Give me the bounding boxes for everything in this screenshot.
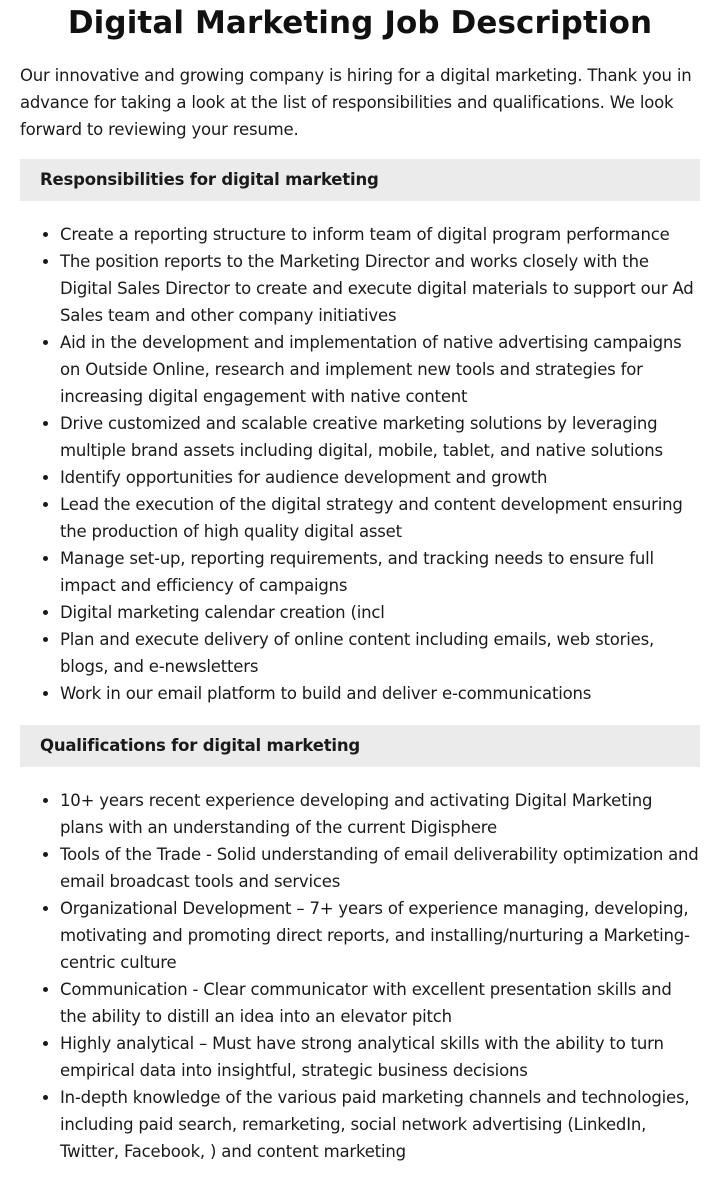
- responsibilities-heading: Responsibilities for digital marketing: [20, 159, 700, 201]
- list-item: • In-depth knowledge of the various paid marketing channels and technologies, including paid search, remarketing, social network advertising (LinkedIn, Twitter, Facebook, ) and content marketing: [60, 1084, 700, 1165]
- list-item: • Manage set-up, reporting requirements, and tracking needs to ensure full impact and efficiency of campaigns: [60, 545, 700, 599]
- list-item: • Aid in the development and implementation of native advertising campaigns on Outside Online, research and implement new tools and strategies for increasing digital engagement with native content: [60, 329, 700, 410]
- list-item: • Identify opportunities for audience development and growth: [60, 464, 700, 491]
- qualifications-heading: Qualifications for digital marketing: [20, 725, 700, 767]
- list-item: • Work in our email platform to build and deliver e-communications: [60, 680, 700, 707]
- page-title: Digital Marketing Job Description: [67, 5, 653, 41]
- responsibilities-list: [20, 221, 700, 707]
- list-item: • Communication - Clear communicator with excellent presentation skills and the ability to distill an idea into an elevator pitch: [60, 976, 700, 1030]
- list-item: • The position reports to the Marketing Director and works closely with the Digital Sales Director to create and execute digital materials to support our Ad Sales team and other company initiatives: [60, 248, 700, 329]
- list-item: • Tools of the Trade - Solid understanding of email deliverability optimization and email broadcast tools and services: [60, 841, 700, 895]
- list-item: • Organizational Development – 7+ years of experience managing, developing, motivating and promoting direct reports, and installing/nurturing a Marketing-centric culture: [60, 895, 700, 976]
- list-item: • Drive customized and scalable creative marketing solutions by leveraging multiple brand assets including digital, mobile, tablet, and native solutions: [60, 410, 700, 464]
- list-item: • Highly analytical – Must have strong analytical skills with the ability to turn empirical data into insightful, strategic business decisions: [60, 1030, 700, 1084]
- list-item: • Digital marketing calendar creation (incl: [60, 599, 700, 626]
- list-item: • Create a reporting structure to inform team of digital program performance: [60, 221, 700, 248]
- list-item: • 10+ years recent experience developing and activating Digital Marketing plans with an understanding of the current Digisphere: [60, 787, 700, 841]
- list-item: • Plan and execute delivery of online content including emails, web stories, blogs, and e-newsletters: [60, 626, 700, 680]
- intro-paragraph: Our innovative and growing company is hiring for a digital marketing. Thank you in advance for taking a look at the list of responsibilities and qualifications. We look forward to reviewing your resume.: [20, 66, 692, 139]
- list-item: • Lead the execution of the digital strategy and content development ensuring the production of high quality digital asset: [60, 491, 700, 545]
- qualifications-list: [20, 787, 700, 1165]
